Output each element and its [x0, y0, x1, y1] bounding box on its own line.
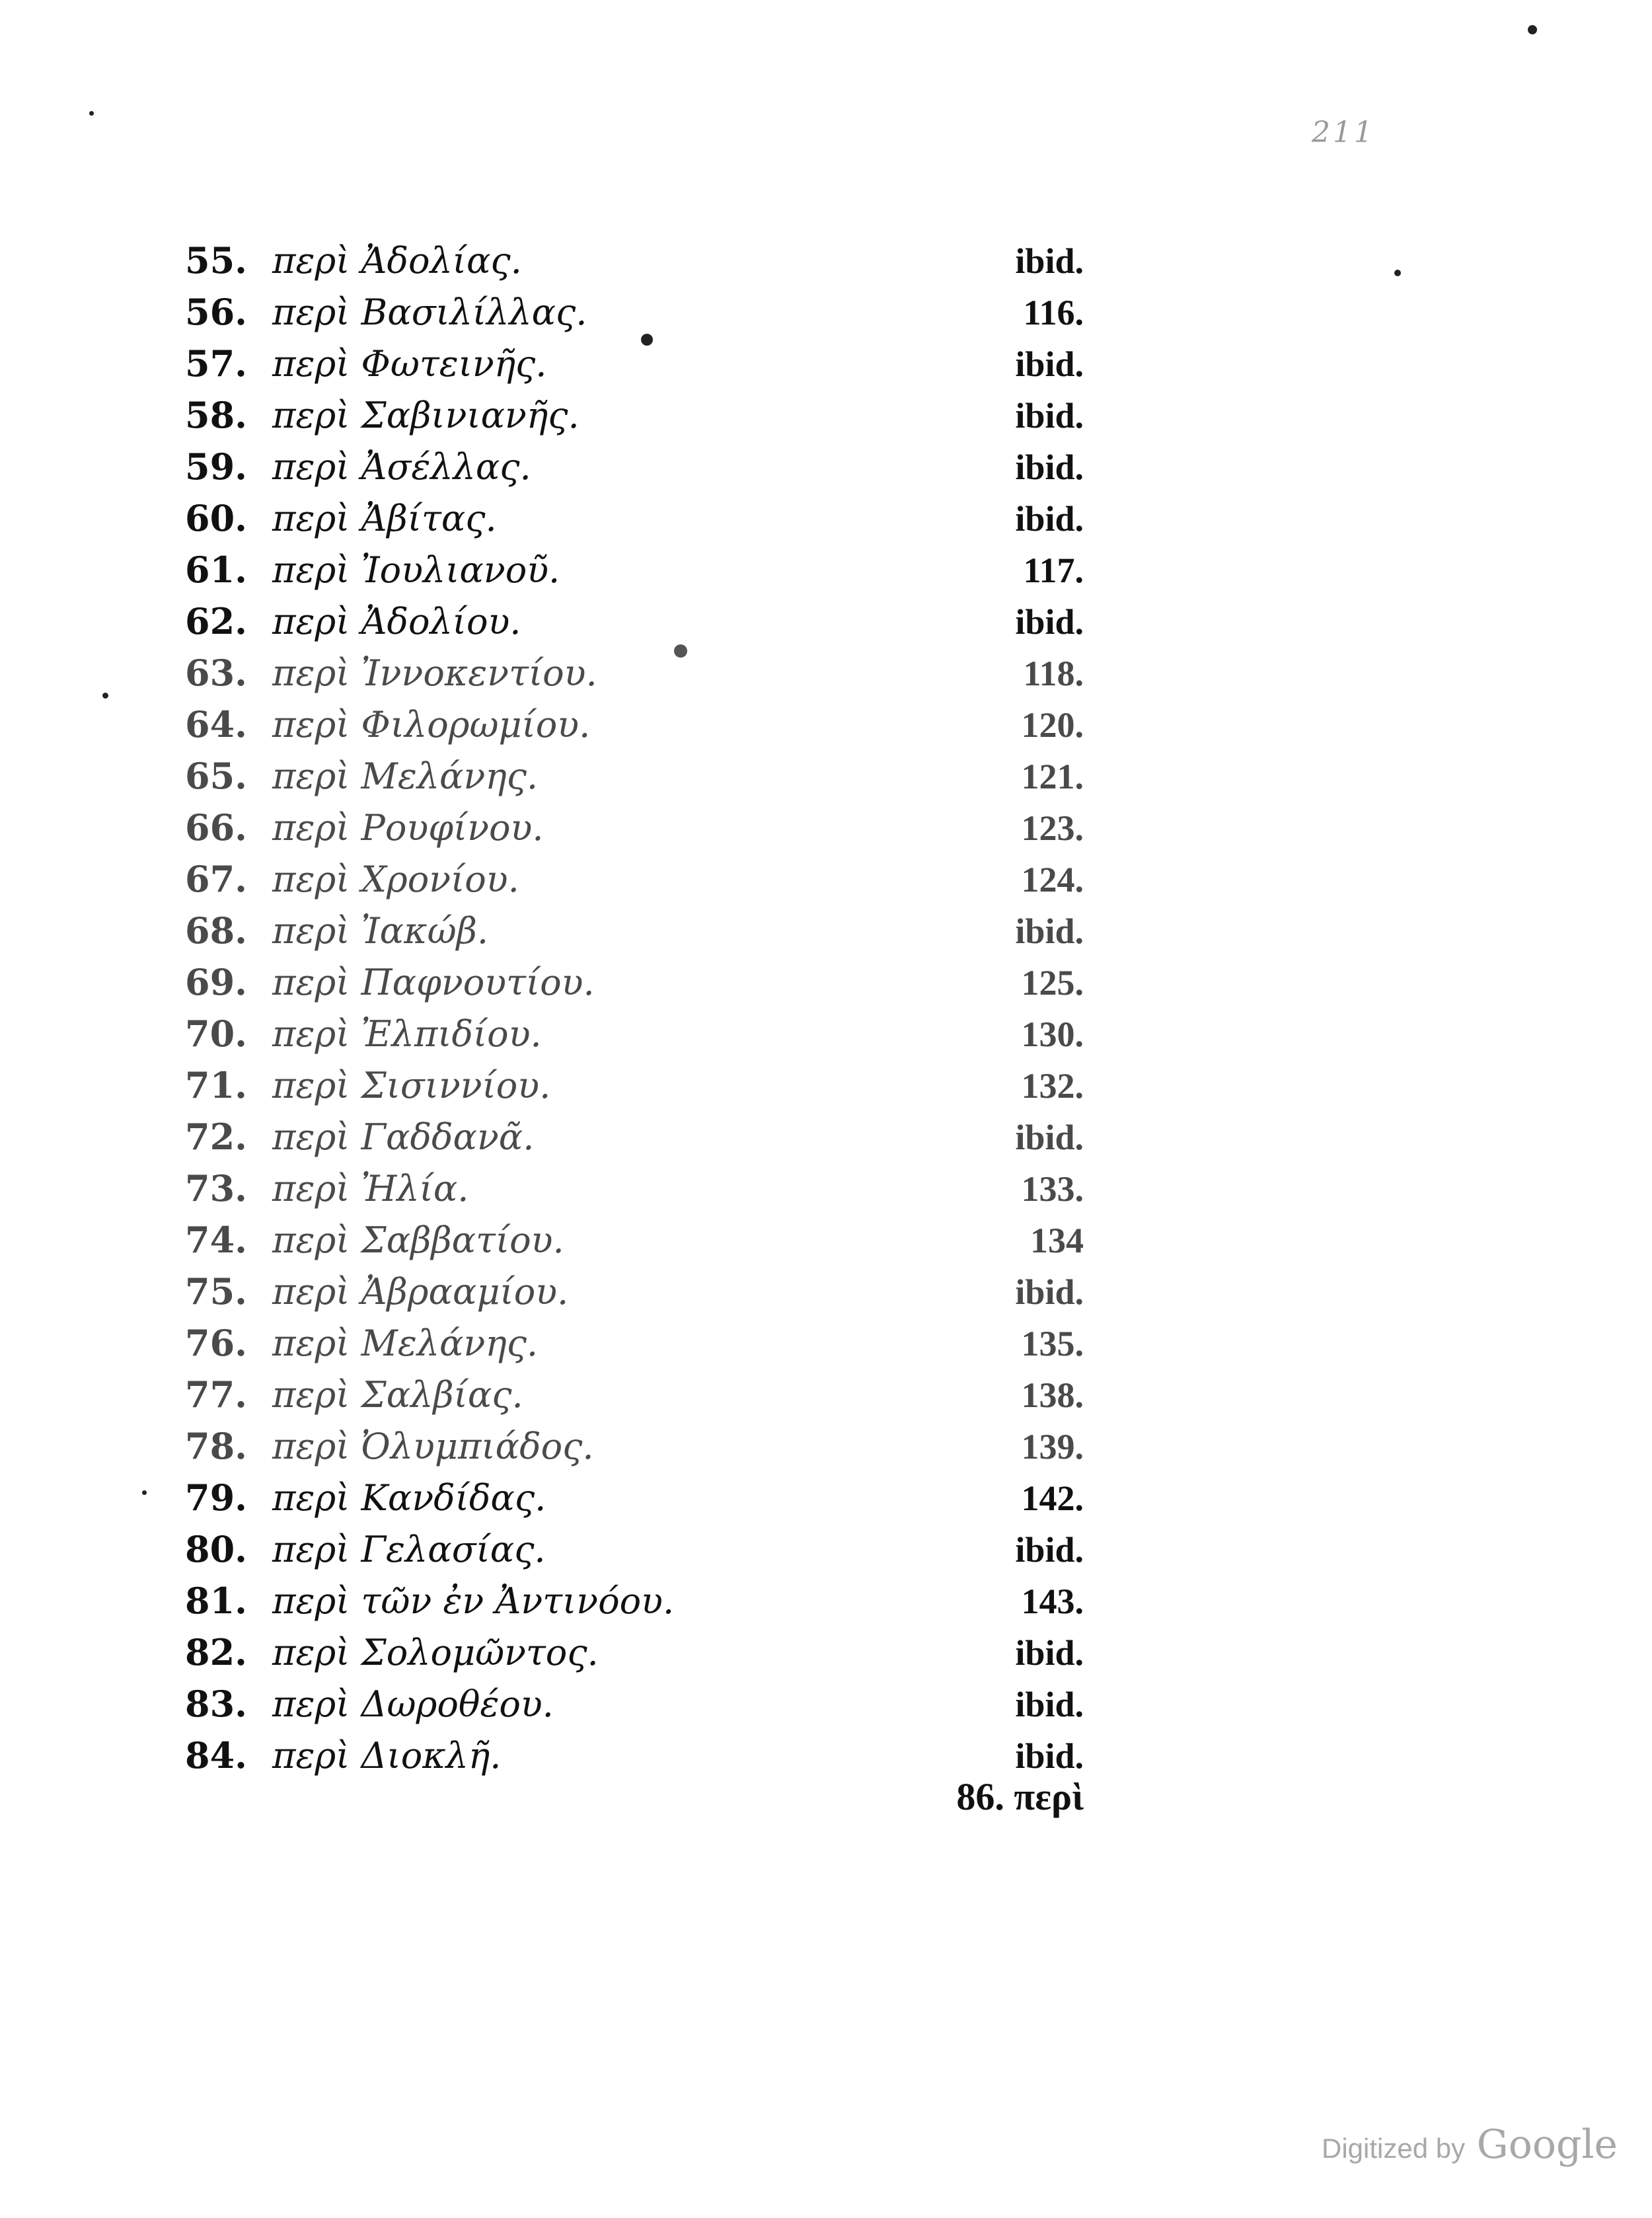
- toc-row: [185, 389, 1084, 441]
- entry-number: 73.: [185, 1167, 247, 1209]
- entry-number: 67.: [185, 858, 247, 900]
- entry-page-reference: 142.: [1021, 1478, 1084, 1518]
- entry-page-reference: 120.: [1021, 705, 1084, 745]
- entry-page-reference: 139.: [1021, 1427, 1084, 1467]
- entry-number: 72.: [185, 1116, 247, 1158]
- digitized-prefix: Digitized by: [1322, 2133, 1466, 2164]
- scan-speck: [102, 693, 108, 699]
- entry-page-reference: 125.: [1021, 963, 1084, 1003]
- entry-number: 58.: [185, 394, 247, 436]
- scan-speck: [641, 334, 653, 346]
- entry-number: 78.: [185, 1425, 247, 1467]
- entry-title: περὶ Κανδίδας.: [272, 1477, 546, 1519]
- scan-speck: [1394, 270, 1401, 276]
- entry-number: 77.: [185, 1373, 247, 1416]
- entry-page-reference: 124.: [1021, 860, 1084, 899]
- entry-page-reference: 123.: [1021, 808, 1084, 848]
- entry-number: 84.: [185, 1734, 247, 1777]
- toc-row: [185, 1059, 1084, 1111]
- toc-row: [185, 441, 1084, 492]
- entry-title: περὶ Σισιννίου.: [272, 1065, 551, 1106]
- entry-title: περὶ Φιλορωμίου.: [272, 704, 591, 746]
- entry-title: περὶ Ἰννοκεντίου.: [272, 652, 597, 694]
- scan-speck: [89, 111, 94, 116]
- entry-page-reference: 138.: [1021, 1375, 1084, 1415]
- entry-title: περὶ Σολομῶντος.: [272, 1632, 599, 1673]
- entry-number: 81.: [185, 1580, 247, 1622]
- scan-speck: [1528, 25, 1537, 34]
- entry-number: 63.: [185, 652, 247, 694]
- toc-row: [185, 956, 1084, 1008]
- entry-title: περὶ Ἐλπιδίου.: [272, 1013, 542, 1055]
- entry-number: 70.: [185, 1013, 247, 1055]
- entry-page-reference: ibid.: [1015, 344, 1084, 384]
- entry-page-reference: ibid.: [1015, 1118, 1084, 1157]
- entry-title: περὶ Χρονίου.: [272, 859, 519, 900]
- toc-row: [185, 235, 1084, 286]
- entry-number: 57.: [185, 342, 247, 385]
- entry-title: περὶ Σαββατίου.: [272, 1219, 564, 1261]
- entry-title: περὶ Μελάνης.: [272, 1322, 539, 1364]
- entry-number: 69.: [185, 961, 247, 1003]
- entry-title: περὶ Ἀβίτας.: [272, 498, 497, 539]
- toc-row: [185, 1523, 1084, 1575]
- folio-mark: 211: [1312, 116, 1375, 149]
- toc-row: [185, 544, 1084, 595]
- toc-row: [185, 802, 1084, 853]
- toc-row: [185, 492, 1084, 544]
- entry-title: περὶ Βασιλίλλας.: [272, 291, 587, 333]
- entry-page-reference: ibid.: [1015, 1633, 1084, 1673]
- toc-row: [185, 1214, 1084, 1266]
- entry-page-reference: 118.: [1023, 654, 1084, 693]
- entry-number: 71.: [185, 1064, 247, 1106]
- entry-number: 62.: [185, 600, 247, 642]
- entry-page-reference: 132.: [1021, 1066, 1084, 1106]
- entry-number: 75.: [185, 1270, 247, 1313]
- entry-number: 65.: [185, 755, 247, 797]
- entry-number: 60.: [185, 497, 247, 539]
- entry-number: 59.: [185, 445, 247, 488]
- entry-title: περὶ Γελασίας.: [272, 1529, 546, 1570]
- entry-page-reference: 135.: [1021, 1324, 1084, 1363]
- scan-speck: [674, 644, 687, 658]
- toc-row: [185, 1472, 1084, 1523]
- entry-title: περὶ Ἀσέλλας.: [272, 446, 531, 488]
- entry-title: περὶ Ἠλία.: [272, 1168, 469, 1209]
- entry-title: περὶ Ἰουλιανοῦ.: [272, 549, 560, 591]
- toc-row: [185, 338, 1084, 389]
- entry-title: περὶ Φωτεινῆς.: [272, 343, 547, 385]
- entry-title: περὶ Ἰακώβ.: [272, 910, 488, 952]
- entry-title: περὶ τῶν ἐν Ἀντινόου.: [272, 1580, 675, 1622]
- entry-title: περὶ Σαβινιανῆς.: [272, 395, 580, 436]
- toc-row: [185, 853, 1084, 905]
- entry-number: 61.: [185, 549, 247, 591]
- entry-page-reference: ibid.: [1015, 602, 1084, 642]
- entry-title: περὶ Σαλβίας.: [272, 1374, 523, 1416]
- entry-page-reference: 117.: [1023, 551, 1084, 590]
- entry-title: περὶ Μελάνης.: [272, 755, 539, 797]
- entry-page-reference: ibid.: [1015, 396, 1084, 436]
- entry-page-reference: ibid.: [1015, 1530, 1084, 1570]
- scan-speck: [142, 1490, 147, 1495]
- toc-row: [185, 286, 1084, 338]
- entry-page-reference: ibid.: [1015, 1272, 1084, 1312]
- entry-title: περὶ Ρουφίνου.: [272, 807, 544, 849]
- toc-row: [185, 1626, 1084, 1678]
- entry-number: 56.: [185, 291, 247, 333]
- catchword: 86. περὶ: [956, 1775, 1084, 1818]
- entry-page-reference: ibid.: [1015, 447, 1084, 487]
- entry-title: περὶ Γαδδανᾶ.: [272, 1116, 535, 1158]
- toc-row: [185, 595, 1084, 647]
- entry-number: 55.: [185, 239, 247, 282]
- entry-page-reference: 133.: [1021, 1169, 1084, 1209]
- toc-row: [185, 1266, 1084, 1317]
- entry-page-reference: ibid.: [1015, 1685, 1084, 1724]
- entry-title: περὶ Ἀδολίας.: [272, 240, 522, 282]
- entry-number: 79.: [185, 1476, 247, 1519]
- entry-number: 74.: [185, 1219, 247, 1261]
- entry-number: 80.: [185, 1528, 247, 1570]
- toc-row: [185, 1420, 1084, 1472]
- entry-page-reference: ibid.: [1015, 1736, 1084, 1776]
- entry-page-reference: 121.: [1021, 757, 1084, 796]
- entry-number: 82.: [185, 1631, 247, 1673]
- entry-title: περὶ Διοκλῆ.: [272, 1735, 502, 1777]
- toc-row: [185, 1163, 1084, 1214]
- entry-page-reference: ibid.: [1015, 241, 1084, 281]
- entry-number: 66.: [185, 806, 247, 849]
- entry-title: περὶ Δωροθέου.: [272, 1683, 554, 1725]
- entry-page-reference: 130.: [1021, 1014, 1084, 1054]
- entry-page-reference: ibid.: [1015, 911, 1084, 951]
- entry-title: περὶ Ἀβρααμίου.: [272, 1271, 569, 1313]
- entry-page-reference: 143.: [1021, 1582, 1084, 1621]
- entry-title: περὶ Παφνουτίου.: [272, 962, 595, 1003]
- toc-row: [185, 750, 1084, 802]
- entry-number: 76.: [185, 1322, 247, 1364]
- toc-row: [185, 1111, 1084, 1163]
- entry-number: 64.: [185, 703, 247, 746]
- table-of-contents: [185, 235, 1084, 1781]
- toc-row: [185, 647, 1084, 699]
- entry-page-reference: 116.: [1023, 293, 1084, 332]
- digitized-by-watermark: [1322, 2122, 1618, 2168]
- toc-row: [185, 1369, 1084, 1420]
- toc-row: [185, 1678, 1084, 1730]
- entry-title: περὶ Ὀλυμπιάδος.: [272, 1426, 594, 1467]
- toc-row: [185, 1317, 1084, 1369]
- entry-page-reference: 134: [1030, 1221, 1084, 1260]
- entry-number: 68.: [185, 909, 247, 952]
- entry-page-reference: ibid.: [1015, 499, 1084, 539]
- entry-number: 83.: [185, 1683, 247, 1725]
- toc-row: [185, 1008, 1084, 1059]
- toc-row: [185, 1575, 1084, 1626]
- entry-title: περὶ Ἀδολίου.: [272, 601, 521, 642]
- toc-row: [185, 905, 1084, 956]
- google-logo-text: Google: [1476, 2122, 1618, 2168]
- toc-row: [185, 699, 1084, 750]
- toc-row: [185, 1730, 1084, 1781]
